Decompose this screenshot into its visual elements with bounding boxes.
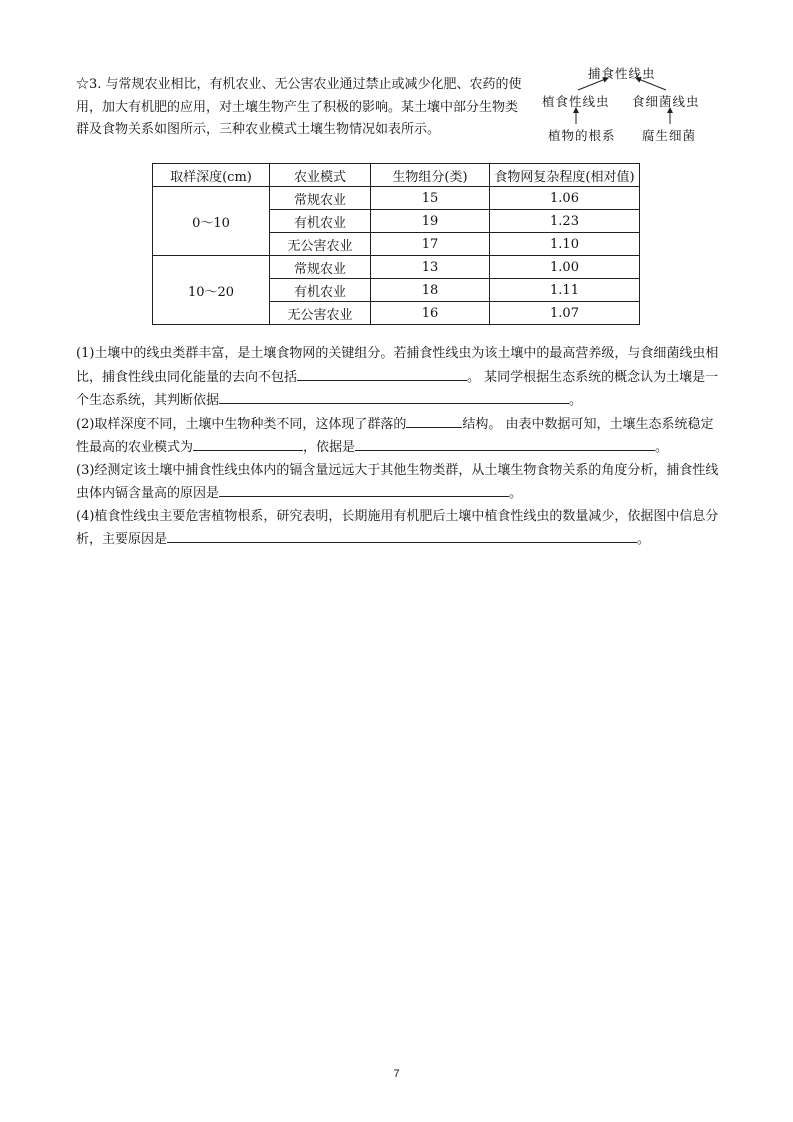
soil-data-table xyxy=(152,163,640,325)
groups-cell: 18 xyxy=(371,279,490,302)
question-intro: ☆3. 与常规农业相比，有机农业、无公害农业通过禁止或减少化肥、农药的使用，加大有机肥的应用，对土壤生物产生了积极的影响。某土壤中部分生物类群及食物关系如图所示，三种农业模式土壤生物情况如表所示。 xyxy=(76,77,522,137)
question-1-text-a: (1)土壤中的线虫类群丰富，是土壤食物网的关键组分。若捕食性线虫为该土壤中的最高营养级，与食细菌线虫相比，捕食性线虫同化能量的去向不包括 xyxy=(76,346,719,385)
groups-cell: 15 xyxy=(371,187,490,210)
question-3-text-b: 。 xyxy=(509,486,523,501)
question-2-text-d: 。 xyxy=(655,440,669,455)
question-4-text-a: (4)植食性线虫主要危害植物根系，研究表明，长期施用有机肥后土壤中植食性线虫的数量减少，依据图中信息分析，主要原因是 xyxy=(76,508,719,547)
questions-block xyxy=(76,343,726,552)
answer-blank-2a[interactable] xyxy=(406,413,462,428)
question-4-text-b: 。 xyxy=(637,532,651,547)
question-1-text-c: 。 xyxy=(569,393,583,408)
answer-blank-4[interactable] xyxy=(167,528,637,543)
question-4 xyxy=(76,506,726,552)
complexity-cell: 1.06 xyxy=(490,187,640,210)
answer-blank-1a[interactable] xyxy=(297,366,467,381)
question-2-text-b: 结构。 由表中数据可知，土壤生态系统稳定性最高的农业模式为 xyxy=(76,416,714,455)
complexity-cell: 1.10 xyxy=(490,233,640,256)
groups-cell: 16 xyxy=(371,302,490,325)
node-saprophytic-bacteria: 腐生细菌 xyxy=(642,128,697,143)
header-complexity: 食物网复杂程度(相对值) xyxy=(490,164,640,187)
groups-cell: 19 xyxy=(371,210,490,233)
node-bacterivorous-nematode: 食细菌线虫 xyxy=(632,94,700,109)
complexity-cell: 1.11 xyxy=(490,279,640,302)
mode-cell: 常规农业 xyxy=(270,187,371,210)
question-2-text-c: ，依据是 xyxy=(303,440,356,455)
depth-cell: 0～10 xyxy=(153,187,270,256)
answer-blank-3[interactable] xyxy=(219,482,509,497)
question-2-text-a: (2)取样深度不同，土壤中生物种类不同，这体现了群落的 xyxy=(76,416,407,432)
complexity-cell: 1.07 xyxy=(490,302,640,325)
question-2 xyxy=(76,413,726,460)
mode-cell: 无公害农业 xyxy=(270,302,371,325)
depth-cell: 10～20 xyxy=(153,256,270,325)
mode-cell: 有机农业 xyxy=(270,210,371,233)
complexity-cell: 1.00 xyxy=(490,256,640,279)
mode-cell: 有机农业 xyxy=(270,279,371,302)
table-row xyxy=(153,256,640,279)
node-predatory-nematode: 捕食性线虫 xyxy=(588,66,656,81)
mode-cell: 常规农业 xyxy=(270,256,371,279)
groups-cell: 13 xyxy=(371,256,490,279)
table-header-row xyxy=(153,164,640,187)
food-web-diagram xyxy=(538,62,718,152)
answer-blank-2c[interactable] xyxy=(355,436,655,451)
question-3-text-a: (3)经测定该土壤中捕食性线虫体内的镉含量远远大于其他生物类群，从土壤生物食物关系的角度分析，捕食性线虫体内镉含量高的原因是 xyxy=(76,462,719,501)
node-herbivorous-nematode: 植食性线虫 xyxy=(542,94,610,109)
answer-blank-2b[interactable] xyxy=(193,436,303,451)
header-depth: 取样深度(cm) xyxy=(153,164,270,187)
table-row xyxy=(153,187,640,210)
answer-blank-1b[interactable] xyxy=(219,389,569,404)
groups-cell: 17 xyxy=(371,233,490,256)
question-1 xyxy=(76,343,726,413)
header-mode: 农业模式 xyxy=(270,164,371,187)
page-number: 7 xyxy=(393,1068,400,1080)
question-3 xyxy=(76,460,726,506)
node-plant-roots: 植物的根系 xyxy=(548,128,616,143)
question-1-text-b: 。 某同学根据生态系统的概念认为土壤是一个生态系统，其判断依据 xyxy=(76,369,719,408)
header-groups: 生物组分(类) xyxy=(371,164,490,187)
complexity-cell: 1.23 xyxy=(490,210,640,233)
mode-cell: 无公害农业 xyxy=(270,233,371,256)
